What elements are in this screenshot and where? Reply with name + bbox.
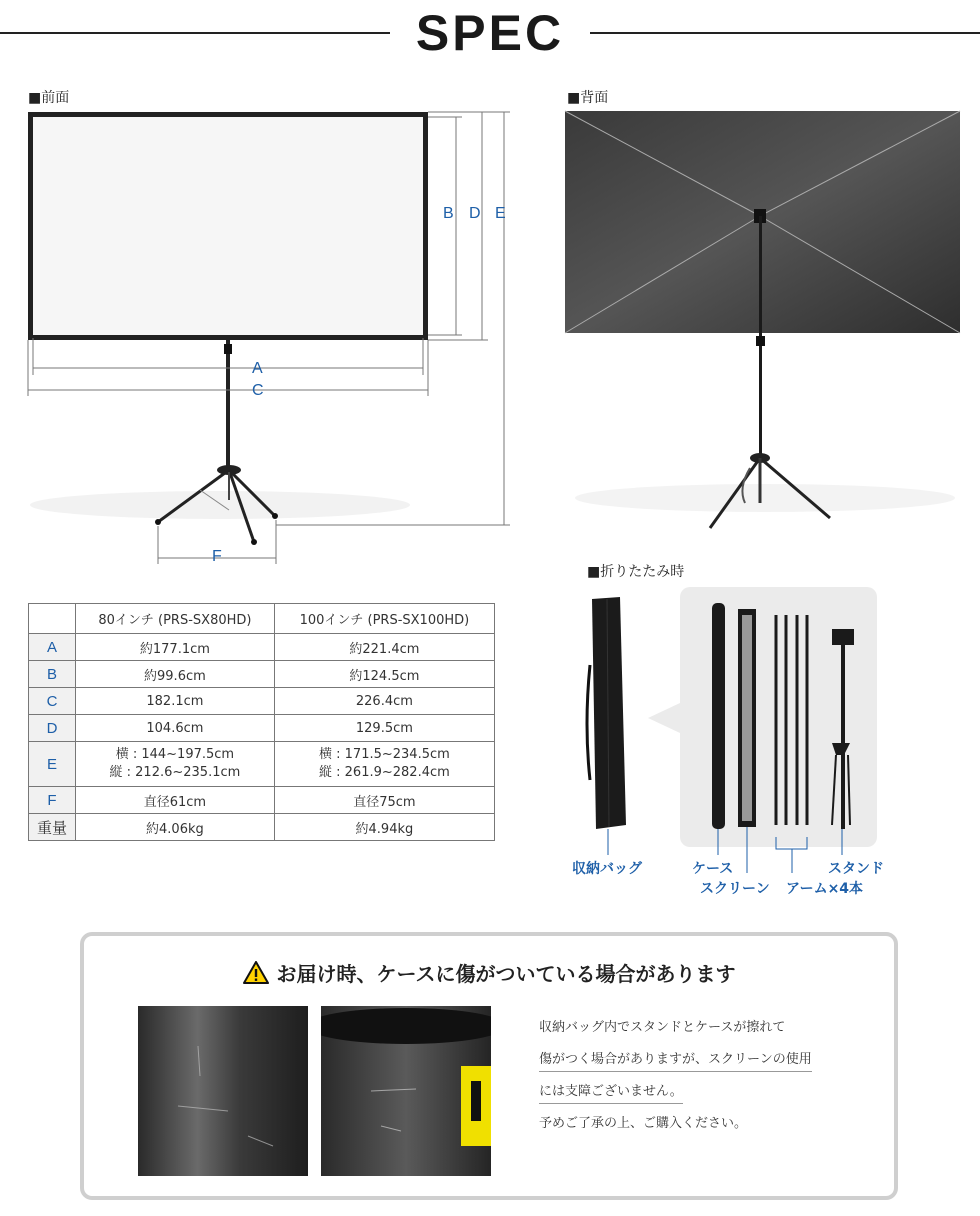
- spec-table: [28, 603, 495, 841]
- table-row: [29, 742, 495, 787]
- warning-icon: [243, 961, 269, 984]
- dim-label-c: C: [252, 382, 264, 399]
- notice-line-4: 予めご了承の上、ご購入ください。: [539, 1116, 748, 1131]
- cell-100: 129.5cm: [274, 715, 494, 742]
- notice-title-wrap: [84, 958, 894, 987]
- notice-line-3: [539, 1080, 683, 1099]
- cell-80-line1: 横 : 144~197.5cm: [115, 747, 235, 762]
- cell-100-line2: 縦 : 261.9~282.4cm: [319, 765, 450, 780]
- cell-100: 約221.4cm: [274, 634, 494, 661]
- table-corner: [29, 604, 76, 634]
- notice-line-1: 収納バッグ内でスタンドとケースが擦れて: [539, 1020, 786, 1035]
- cell-100: 約4.94kg: [274, 814, 494, 841]
- page-title: SPEC: [415, 5, 565, 61]
- dim-label-b: B: [443, 205, 454, 222]
- case-scratch-photo-2: [321, 1006, 491, 1176]
- case-scratch-photo-1: [138, 1006, 308, 1176]
- row-key: A: [29, 634, 76, 661]
- cell-100-line1: 横 : 171.5~234.5cm: [319, 747, 450, 762]
- dim-label-a: A: [252, 360, 263, 377]
- dim-label-f: F: [212, 548, 222, 565]
- part-label-stand: スタンド: [828, 861, 884, 877]
- notice-title: お届け時、ケースに傷がついている場合があります: [276, 962, 736, 986]
- table-row: [29, 787, 495, 814]
- folded-label: ■折りたたみ時: [587, 564, 685, 580]
- cell-80: [76, 742, 275, 787]
- notice-line-2-text: 傷がつく場合がありますが、スクリーンの使用: [539, 1052, 812, 1072]
- part-label-case: ケース: [692, 861, 734, 877]
- back-screen-diagram: [560, 108, 970, 538]
- front-screen-diagram: [0, 100, 540, 570]
- row-key: 重量: [29, 814, 76, 841]
- cell-80: 直径61cm: [76, 787, 275, 814]
- row-key: E: [29, 742, 76, 787]
- part-label-arms: アーム×4本: [786, 881, 864, 897]
- notice-line-3-text: には支障ございません。: [539, 1084, 683, 1104]
- table-row: [29, 661, 495, 688]
- row-key: C: [29, 688, 76, 715]
- cell-80: 104.6cm: [76, 715, 275, 742]
- cell-100: 直径75cm: [274, 787, 494, 814]
- table-header-row: [29, 604, 495, 634]
- back-label: ■背面: [567, 90, 609, 106]
- cell-100: 226.4cm: [274, 688, 494, 715]
- table-row: [29, 814, 495, 841]
- notice-box: [80, 932, 898, 1200]
- cell-80: 182.1cm: [76, 688, 275, 715]
- front-label: ■前面: [28, 90, 70, 106]
- notice-line-2: [539, 1048, 812, 1067]
- dim-label-e: E: [495, 205, 506, 222]
- col-header-80: 80インチ (PRS-SX80HD): [76, 604, 275, 634]
- cell-80-line2: 縦 : 212.6~235.1cm: [109, 765, 241, 780]
- cell-80: 約177.1cm: [76, 634, 275, 661]
- cell-100: 約124.5cm: [274, 661, 494, 688]
- table-row: [29, 688, 495, 715]
- cell-80: 約99.6cm: [76, 661, 275, 688]
- row-key: F: [29, 787, 76, 814]
- table-row: [29, 634, 495, 661]
- table-row: [29, 715, 495, 742]
- col-header-100: 100インチ (PRS-SX100HD): [274, 604, 494, 634]
- cell-100: [274, 742, 494, 787]
- part-label-bag: 収納バッグ: [572, 861, 642, 877]
- part-label-screen: スクリーン: [700, 881, 770, 897]
- dim-label-d: D: [469, 205, 481, 222]
- cell-80: 約4.06kg: [76, 814, 275, 841]
- row-key: B: [29, 661, 76, 688]
- row-key: D: [29, 715, 76, 742]
- folded-parts-diagram: [560, 585, 890, 885]
